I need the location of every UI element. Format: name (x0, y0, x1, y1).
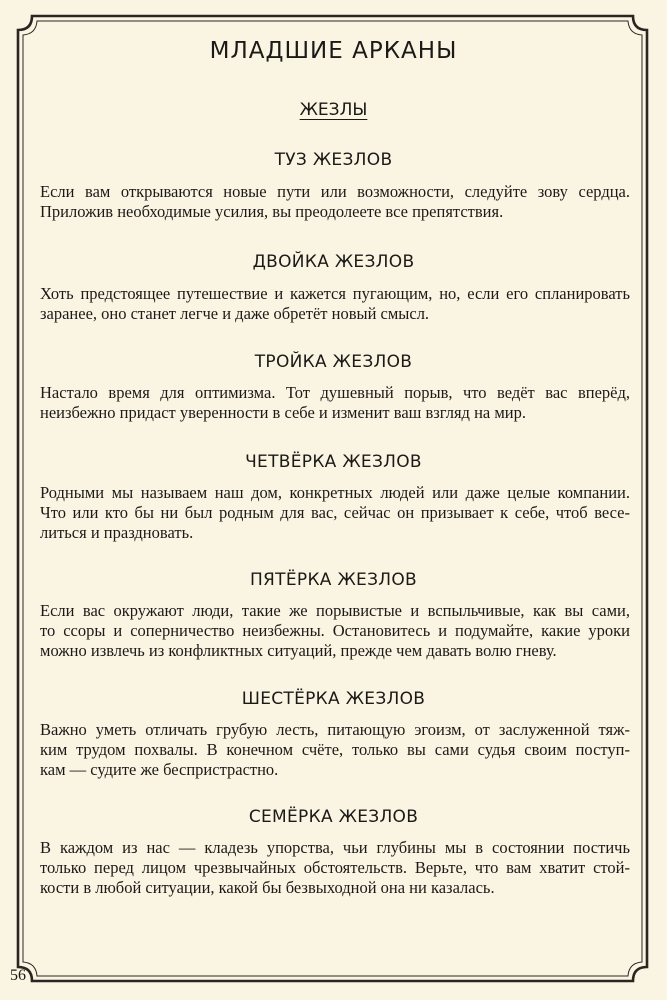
text-line: Родными мы называем наш дом, конкретных людей или даже целые компании. (40, 483, 630, 502)
card-heading: ТУЗ ЖЕЗЛОВ (274, 150, 393, 170)
text-line: Если вам открываются новые пути или возможности, следуйте зову сердца. (40, 182, 630, 201)
page-number: 56 (10, 967, 26, 984)
section-subtitle: ЖЕЗЛЫ (299, 100, 368, 120)
text-line: Хоть предстоящее путешествие и кажется пугающим, но, если его спланировать (40, 284, 630, 303)
card-description (40, 284, 630, 324)
text-line: то ссоры и соперничество неизбежны. Остановитесь и подумайте, какие уроки (40, 621, 630, 640)
card-description (40, 483, 630, 543)
card-heading: ШЕСТЁРКА ЖЕЗЛОВ (241, 689, 426, 709)
text-line: ким трудом похвалы. В конечном счёте, только вы сами судья своим поступ- (40, 740, 630, 759)
card-description (40, 838, 630, 898)
text-line: Приложив необходимые усилия, вы преодолеете все препятствия. (40, 202, 504, 221)
text-line: литься и праздновать. (40, 523, 194, 542)
card-description (40, 601, 630, 661)
card-heading: ПЯТЁРКА ЖЕЗЛОВ (249, 570, 418, 590)
card-description (40, 383, 630, 423)
text-line: Если вас окружают люди, такие же порывистые и вспыльчивые, как вы сами, (40, 601, 630, 620)
text-line: Важно уметь отличать грубую лесть, питающую эгоизм, от заслуженной тяж- (40, 720, 630, 739)
text-line: кости в любой ситуации, какой бы безвыходной она ни казалась. (40, 878, 495, 897)
card-heading: ДВОЙКА ЖЕЗЛОВ (252, 252, 415, 272)
text-line: Что или кто бы ни был родным для вас, сейчас он призывает к себе, чтоб весе- (40, 503, 630, 522)
text-line: неизбежно придаст уверенности в себе и изменит ваш взгляд на мир. (40, 403, 527, 422)
text-line: кам — судите же беспристрастно. (40, 760, 279, 779)
card-heading: ЧЕТВЁРКА ЖЕЗЛОВ (245, 452, 422, 472)
card-description (40, 182, 630, 222)
card-description (40, 720, 630, 780)
text-line: только перед лицом чрезвычайных обстоятельств. Верьте, что вам хватит стой- (40, 858, 630, 877)
page-title: МЛАДШИЕ АРКАНЫ (209, 38, 458, 64)
text-line: Настало время для оптимизма. Тот душевный порыв, что ведёт вас вперёд, (40, 383, 630, 402)
card-heading: ТРОЙКА ЖЕЗЛОВ (254, 352, 413, 372)
card-heading: СЕМЁРКА ЖЕЗЛОВ (248, 807, 419, 827)
text-line: заранее, оно станет легче и даже обретёт новый смысл. (40, 304, 430, 323)
text-line: можно извлечь из конфликтных ситуаций, прежде чем давать волю гневу. (40, 641, 557, 660)
text-line: В каждом из нас — кладезь упорства, чьи глубины мы в состоянии постичь (40, 838, 630, 857)
